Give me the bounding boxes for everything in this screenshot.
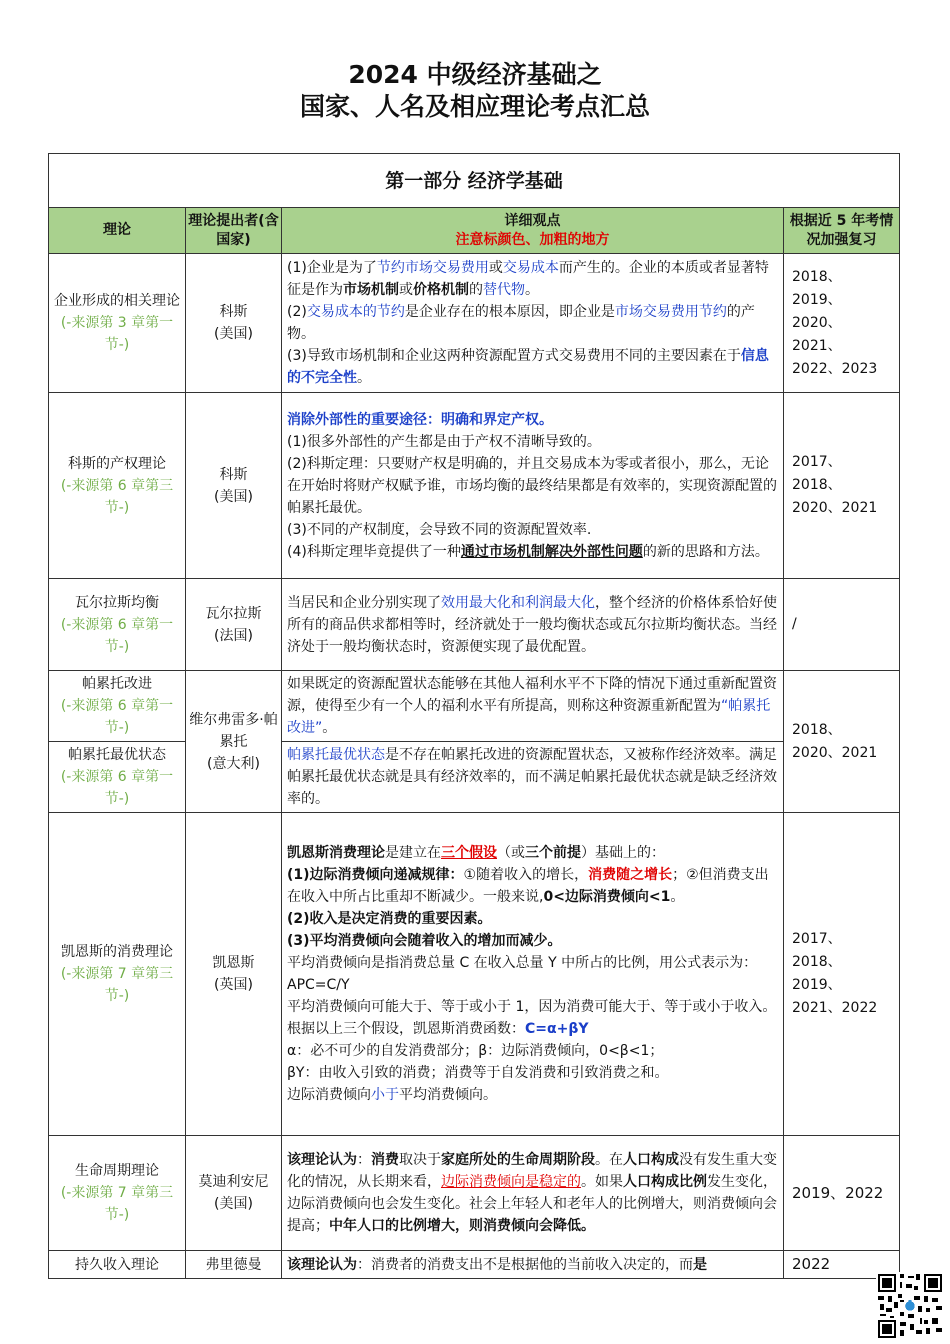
theory-cell	[49, 813, 186, 1136]
theory-cell	[49, 1136, 186, 1251]
proposer-name: 弗里德曼	[205, 1256, 262, 1273]
proposer-name: 科斯	[219, 466, 248, 483]
table-row	[49, 254, 900, 393]
detail-cell	[282, 254, 784, 393]
section-title: 第一部分 经济学基础	[49, 154, 900, 208]
col-header-detail	[282, 208, 784, 254]
proposer-name: 瓦尔拉斯	[205, 605, 262, 622]
theory-cell	[49, 254, 186, 393]
detail-paragraph: (1)企业是为了节约市场交易费用或交易成本而产生的。企业的本质或者显著特征是作为市场机制或价格机制的替代物。	[287, 260, 769, 298]
theory-source: (-来源第 6 章第一节-)	[60, 616, 174, 655]
proposer-cell	[186, 1136, 282, 1251]
proposer-cell	[186, 813, 282, 1136]
years-cell: 2018、2019、2020、2021、2022、2023	[784, 254, 900, 393]
detail-paragraph: (2)收入是决定消费的重要因素。	[287, 911, 492, 927]
theory-name: 科斯的产权理论	[68, 455, 166, 472]
proposer-cell	[186, 671, 282, 813]
theory-source: (-来源第 6 章第一节-)	[60, 698, 174, 736]
detail-paragraph: 边际消费倾向小于平均消费倾向。	[287, 1087, 497, 1103]
page-title-line2: 国家、人名及相应理论考点汇总	[299, 92, 650, 121]
theory-name: 凯恩斯的消费理论	[61, 944, 173, 960]
proposer-country: (法国)	[214, 627, 253, 644]
col-header-detail-note: 注意标颜色、加粗的地方	[455, 231, 610, 248]
detail-paragraph: 根据以上三个假设，凯恩斯消费函数：C=α+βY	[287, 1021, 589, 1037]
theory-name: 帕累托最优状态	[68, 747, 166, 763]
theory-name: 帕累托改进	[82, 676, 152, 692]
theory-cell	[49, 1251, 186, 1279]
detail-cell: 该理论认为：消费者的消费支出不是根据他的当前收入决定的，而是	[282, 1251, 784, 1279]
theory-source: (-来源第 7 章第三节-)	[60, 1185, 174, 1223]
proposer-country: (英国)	[214, 977, 253, 993]
page-title-line1: 2024 中级经济基础之	[348, 60, 602, 89]
detail-paragraph: 平均消费倾向可能大于、等于或小于 1，因为消费可能大于、等于或小于收入。	[287, 999, 777, 1015]
theory-source: (-来源第 7 章第三节-)	[60, 966, 174, 1004]
detail-cell	[282, 393, 784, 579]
proposer-cell	[186, 254, 282, 393]
years-cell: 2017、2018、2019、2021、2022	[784, 813, 900, 1136]
detail-cell: 如果既定的资源配置状态能够在其他人福利水平不下降的情况下通过重新配置资源，使得至少有一个人的福利水平有所提高，则称这种资源重新配置为“帕累托改进”。	[282, 671, 784, 742]
proposer-country: (美国)	[214, 326, 253, 342]
table-row	[49, 671, 900, 742]
detail-cell: 帕累托最优状态是不存在帕累托改进的资源配置状态，又被称作经济效率。满足帕累托最优状态就是具有经济效率的，而不满足帕累托最优状态就是缺乏经济效率的。	[282, 742, 784, 813]
years-cell: 2018、2020、2021	[784, 671, 900, 813]
detail-paragraph: (3)平均消费倾向会随着收入的增加而减少。	[287, 933, 562, 949]
theory-source: (-来源第 6 章第三节-)	[60, 477, 174, 516]
col-header-proposer: 理论提出者(含国家)	[186, 208, 282, 254]
detail-paragraph: (1)边际消费倾向递减规律：①随着收入的增长，消费随之增长；②但消费支出在收入中所占比重却不断减少。一般来说,0<边际消费倾向<1。	[287, 867, 769, 905]
theory-name: 企业形成的相关理论	[54, 293, 180, 309]
theory-source: (-来源第 6 章第一节-)	[60, 769, 174, 807]
col-header-years: 根据近 5 年考情况加强复习	[784, 208, 900, 254]
detail-paragraph: (1)很多外部性的产生都是由于产权不清晰导致的。	[287, 433, 601, 450]
col-header-theory: 理论	[49, 208, 186, 254]
theory-name: 持久收入理论	[75, 1256, 159, 1273]
theory-cell	[49, 393, 186, 579]
table-row	[49, 813, 900, 1136]
detail-cell: 该理论认为：消费取决于家庭所处的生命周期阶段。在人口构成没有发生重大变化的情况，从长期来看，边际消费倾向是稳定的。如果人口构成比例发生变化，边际消费倾向也会发生变化。社会上年轻人和老年人的比例增大，则消费倾向会提高；中年人口的比例增大，则消费倾向会降低。	[282, 1136, 784, 1251]
proposer-cell	[186, 393, 282, 579]
theory-name: 瓦尔拉斯均衡	[75, 594, 159, 611]
detail-cell: 当居民和企业分别实现了效用最大化和利润最大化，整个经济的价格体系恰好使所有的商品供求都相等时，经济就处于一般均衡状态或瓦尔拉斯均衡状态。当经济处于一般均衡状态时，资源便实现了最优配置。	[282, 579, 784, 671]
proposer-country: (美国)	[214, 488, 253, 505]
detail-paragraph: (2)交易成本的节约是企业存在的根本原因，即企业是市场交易费用节约的产物。	[287, 304, 755, 342]
detail-paragraph: (3)导致市场机制和企业这两种资源配置方式交易费用不同的主要因素在于信息的不完全性。	[287, 348, 769, 386]
detail-paragraph: α：必不可少的自发消费部分；β：边际消费倾向，0<β<1；	[287, 1043, 664, 1059]
detail-paragraph: (3)不同的产权制度，会导致不同的资源配置效率.	[287, 521, 592, 538]
detail-paragraph: 平均消费倾向是指消费总量 C 在收入总量 Y 中所占的比例，用公式表示为：APC=C/Y	[287, 955, 758, 993]
proposer-cell	[186, 1251, 282, 1279]
detail-paragraph: 凯恩斯消费理论是建立在三个假设（或三个前提）基础上的：	[287, 845, 665, 861]
years-cell: 2022	[784, 1251, 900, 1279]
table-row	[49, 1136, 900, 1251]
proposer-cell	[186, 579, 282, 671]
theory-table	[48, 153, 900, 1279]
detail-paragraph: βY：由收入引致的消费；消费等于自发消费和引致消费之和。	[287, 1065, 669, 1081]
theory-name: 生命周期理论	[75, 1163, 159, 1179]
theory-source: (-来源第 3 章第一节-)	[60, 315, 174, 353]
years-cell: 2017、2018、2020、2021	[784, 393, 900, 579]
detail-paragraph: (4)科斯定理毕竟提供了一种通过市场机制解决外部性问题的新的思路和方法。	[287, 543, 769, 560]
col-header-detail-label: 详细观点	[504, 212, 561, 229]
theory-cell	[49, 671, 186, 742]
detail-cell	[282, 813, 784, 1136]
theory-cell	[49, 742, 186, 813]
proposer-name: 莫迪利安尼	[198, 1174, 269, 1190]
table-row	[49, 579, 900, 671]
years-cell: /	[784, 579, 900, 671]
years-cell: 2019、2022	[784, 1136, 900, 1251]
qr-code-icon	[876, 1272, 944, 1340]
detail-paragraph: (2)科斯定理：只要财产权是明确的，并且交易成本为零或者很小，那么，无论在开始时将财产权赋予谁，市场均衡的最终结果都是有效率的，实现资源配置的帕累托最优。	[287, 455, 777, 516]
proposer-name: 科斯	[219, 304, 248, 320]
table-row	[49, 1251, 900, 1279]
proposer-name: 凯恩斯	[212, 955, 255, 971]
table-row	[49, 393, 900, 579]
proposer-country: (美国)	[214, 1196, 253, 1212]
proposer-country: (意大利)	[207, 755, 260, 772]
proposer-name: 维尔弗雷多·帕累托	[189, 711, 278, 750]
detail-paragraph: 消除外部性的重要途径：明确和界定产权。	[287, 411, 553, 428]
table-row	[49, 742, 900, 813]
theory-cell	[49, 579, 186, 671]
